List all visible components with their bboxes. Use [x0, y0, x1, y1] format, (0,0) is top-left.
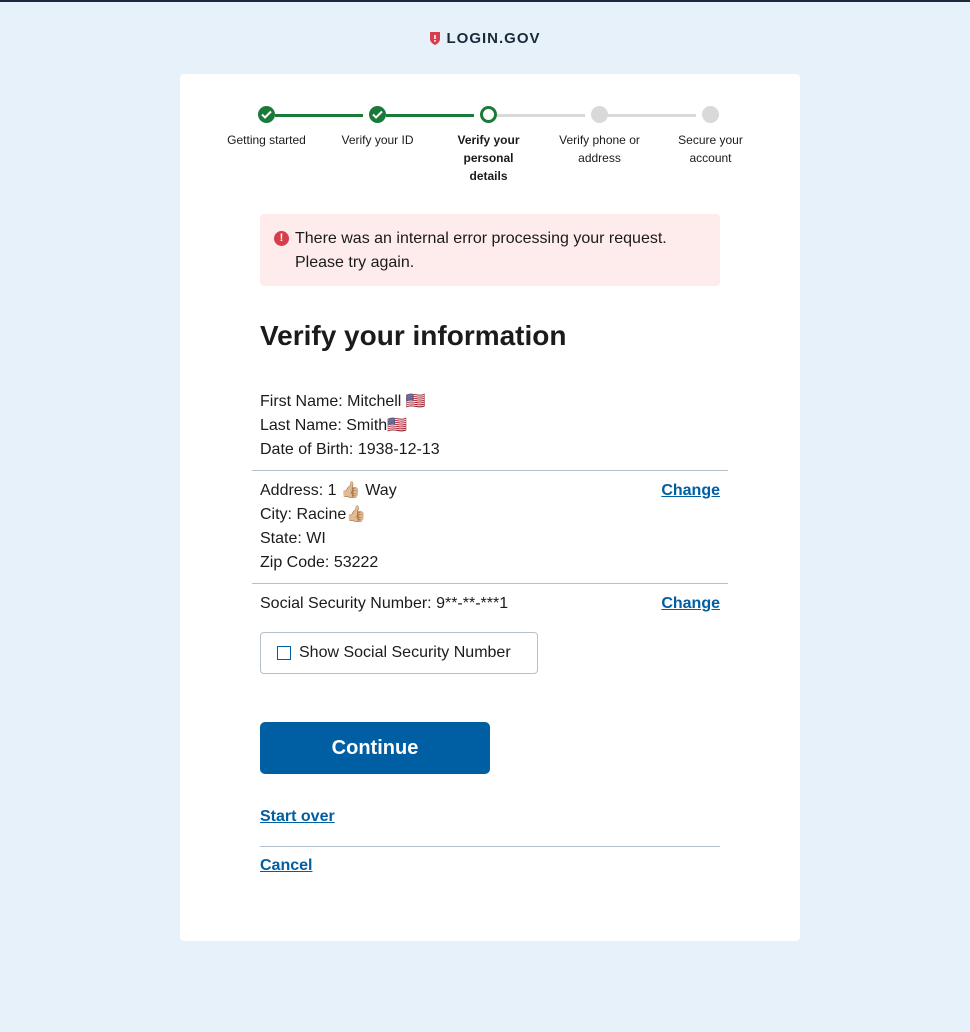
state: State: WI [260, 530, 326, 547]
show-ssn-label: Show Social Security Number [299, 644, 511, 661]
date-of-birth: Date of Birth: 1938-12-13 [260, 441, 440, 458]
continue-button[interactable]: Continue [260, 722, 490, 774]
logo-text: LOGIN.GOV [446, 30, 541, 47]
personal-info [260, 390, 720, 462]
step-label: Verify your personal details [457, 133, 520, 183]
first-name: First Name: Mitchell 🇺🇸 [260, 393, 426, 410]
step-indicator [211, 106, 766, 183]
page-title: Verify your information [260, 320, 567, 351]
change-address-link[interactable]: Change [661, 482, 720, 499]
step-label: Verify phone or address [559, 133, 640, 165]
pending-step-icon [702, 106, 719, 123]
address-info [260, 479, 720, 575]
divider [252, 583, 728, 584]
step-verify-phone [544, 106, 655, 167]
error-alert [260, 214, 720, 286]
step-verify-personal-details [433, 106, 544, 185]
main-card [180, 74, 800, 941]
step-label: Secure your account [678, 133, 743, 165]
step-label: Getting started [227, 133, 306, 147]
shield-icon [429, 31, 441, 46]
start-over-link[interactable]: Start over [260, 808, 335, 825]
city: City: Racine👍🏼 [260, 506, 367, 523]
cancel-link[interactable]: Cancel [260, 857, 313, 874]
check-icon [258, 106, 275, 123]
error-icon: ! [274, 231, 289, 246]
ssn-value: Social Security Number: 9**-**-***1 [260, 595, 509, 612]
pending-step-icon [591, 106, 608, 123]
step-getting-started [211, 106, 322, 149]
change-ssn-link[interactable]: Change [661, 595, 720, 612]
divider [252, 470, 728, 471]
check-icon [369, 106, 386, 123]
zip-code: Zip Code: 53222 [260, 554, 379, 571]
show-ssn-checkbox[interactable] [277, 646, 291, 660]
divider [260, 846, 720, 847]
alert-message: There was an internal error processing your request. Please try again. [295, 230, 667, 271]
step-label: Verify your ID [341, 133, 414, 147]
step-secure-account [655, 106, 766, 167]
last-name: Last Name: Smith🇺🇸 [260, 417, 408, 434]
logo[interactable] [0, 30, 970, 47]
ssn-info [260, 592, 720, 616]
step-verify-id [322, 106, 433, 149]
address-line: Address: 1 👍🏼 Way [260, 482, 397, 499]
current-step-icon [480, 106, 497, 123]
show-ssn-toggle[interactable] [260, 632, 538, 674]
